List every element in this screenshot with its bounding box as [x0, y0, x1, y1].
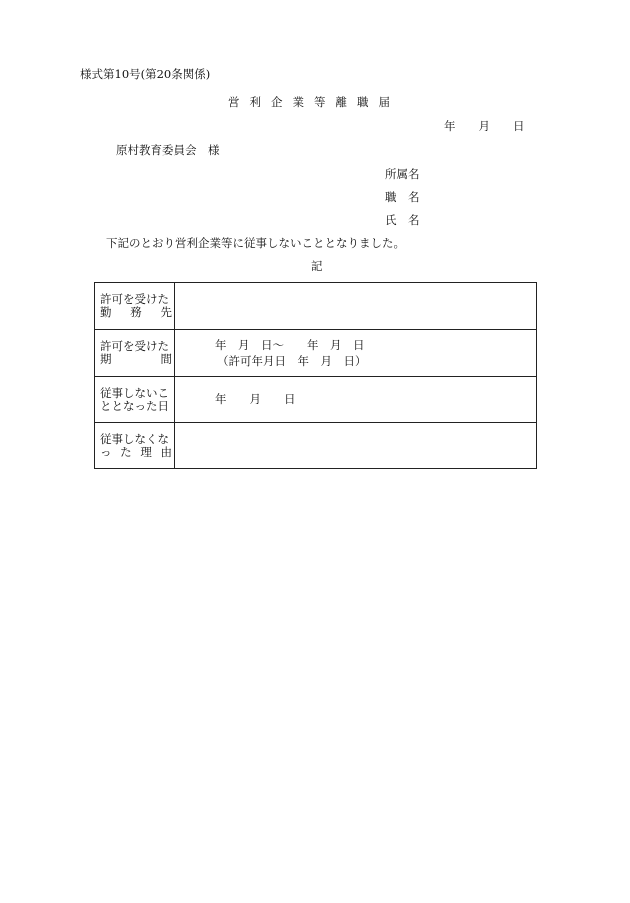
- label-line: [100, 446, 172, 459]
- row-label: [95, 283, 175, 330]
- row-value[interactable]: [175, 283, 537, 330]
- label-char: 勤: [100, 305, 112, 319]
- label-char: 期: [100, 352, 112, 366]
- table-row: [95, 423, 537, 469]
- table-row: [95, 283, 537, 330]
- date-line: 年 月 日: [444, 119, 525, 133]
- row-value[interactable]: [175, 423, 537, 469]
- document-title: 営利企業等離職届: [228, 95, 400, 109]
- label-char: 由: [160, 444, 172, 459]
- name-label: 氏 名: [385, 213, 420, 227]
- label-line: 従事しないこ: [100, 385, 169, 400]
- table-row: [95, 377, 537, 423]
- row-label: [95, 330, 175, 377]
- label-char: 先: [160, 305, 172, 319]
- record-table: [94, 282, 537, 469]
- period-range: 年 月 日～ 年 月 日: [215, 337, 365, 352]
- position-label: 職 名: [385, 190, 420, 204]
- label-char: た: [120, 444, 132, 459]
- addressee: 原村教育委員会 様: [116, 143, 220, 157]
- label-char: 間: [160, 352, 172, 366]
- row-value[interactable]: [175, 330, 537, 377]
- form-number: 様式第10号(第20条関係): [80, 67, 211, 81]
- label-line: [100, 353, 172, 366]
- affiliation-label: 所属名: [385, 167, 420, 181]
- label-char: 理: [140, 444, 152, 459]
- label-char: っ: [100, 444, 112, 459]
- row-label: [95, 377, 175, 423]
- statement: 下記のとおり営利企業等に従事しないこととなりました。: [106, 236, 405, 250]
- label-line: [100, 306, 172, 319]
- label-line: 許可を受けた: [100, 292, 169, 306]
- permit-date: （許可年月日 年 月 日）: [217, 353, 367, 368]
- row-label: [95, 423, 175, 469]
- label-char: 務: [130, 305, 142, 319]
- row-value[interactable]: [175, 377, 537, 423]
- label-line: 許可を受けた: [100, 339, 169, 353]
- end-date: 年 月 日: [215, 392, 296, 406]
- label-line: ととなった日: [100, 398, 169, 413]
- ki-heading: 記: [311, 259, 323, 273]
- label-line: 従事しなくな: [100, 431, 169, 446]
- table-row: [95, 330, 537, 377]
